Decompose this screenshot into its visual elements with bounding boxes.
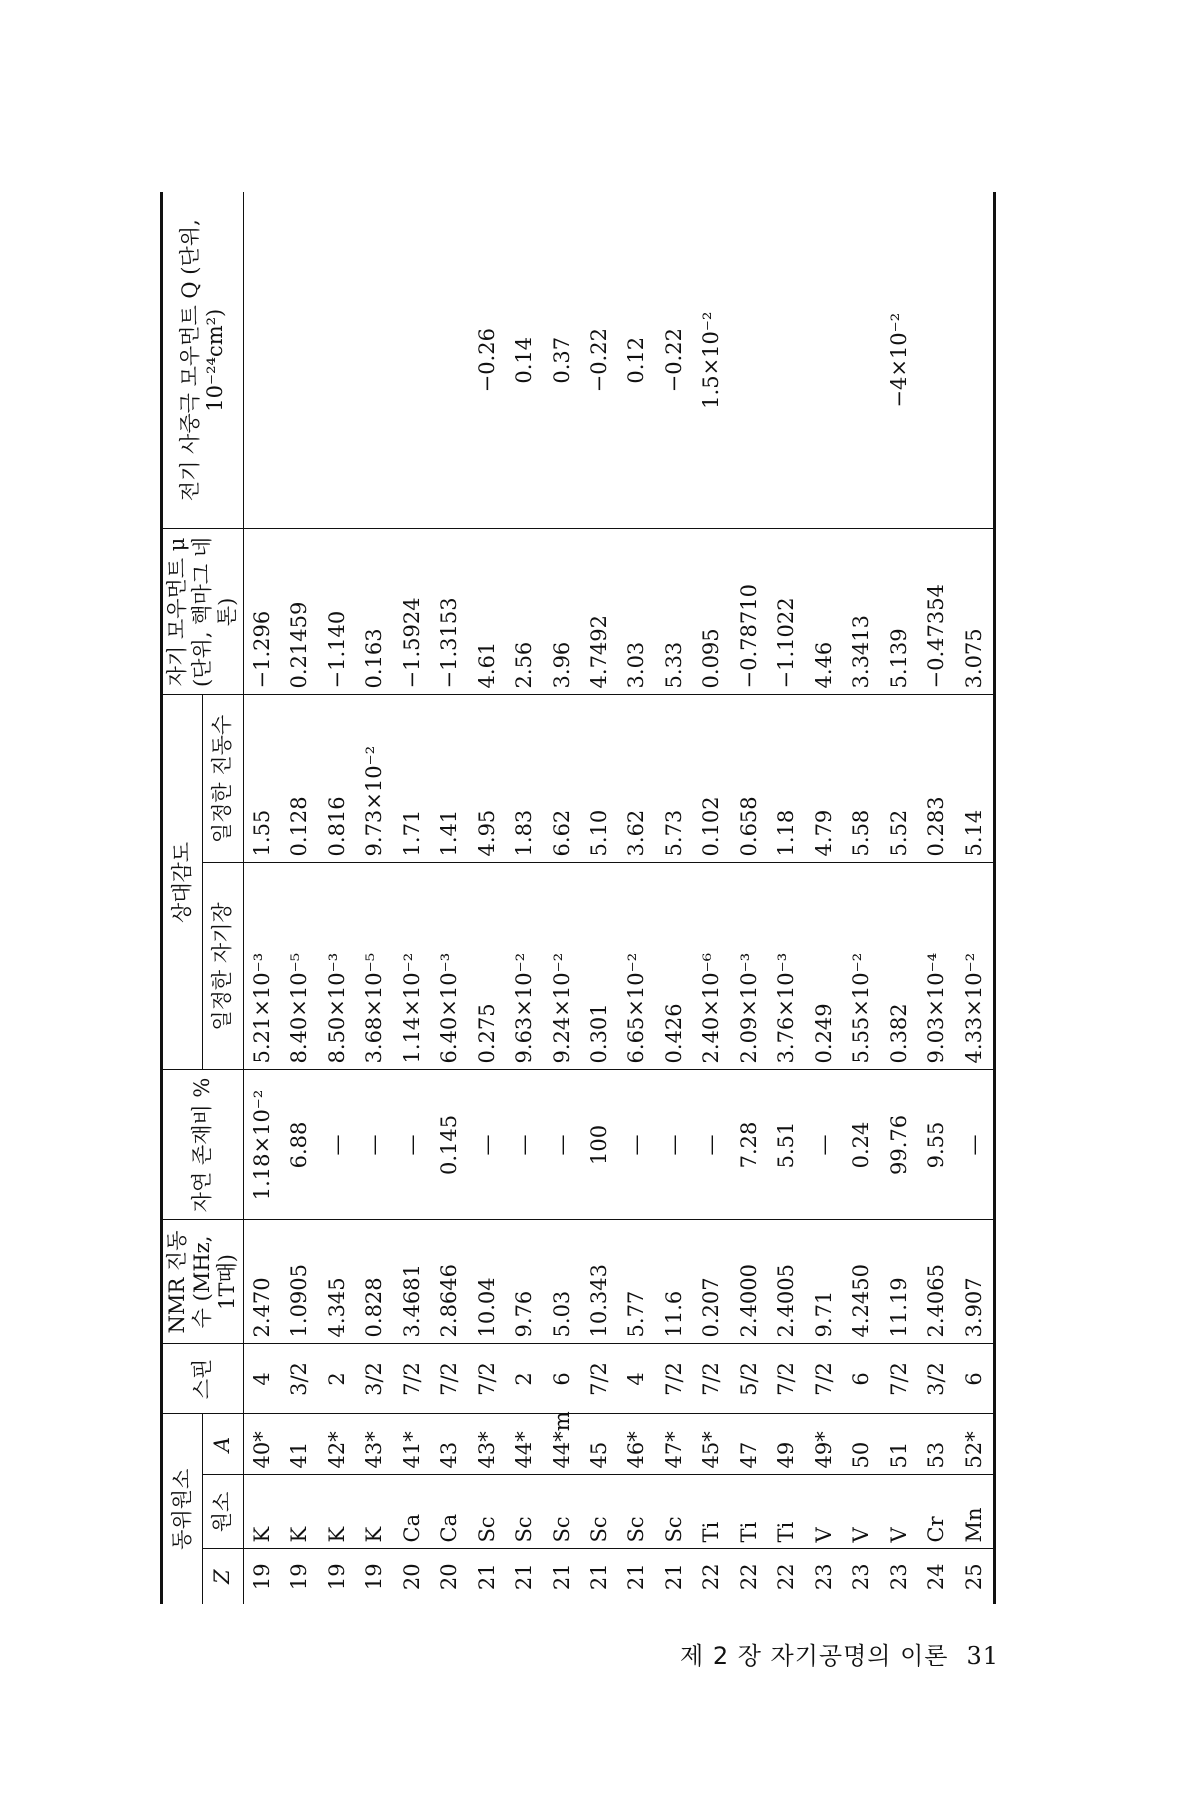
cell-element: V [805,1475,842,1549]
cell-sens-field: 2.09×10⁻³ [731,863,768,1070]
cell-quadrupole: −0.26 [474,328,499,393]
cell-magnetic-moment: 3.075 [955,529,994,695]
table-body [243,192,995,1604]
cell-sens-field: 8.50×10⁻³ [319,863,356,1070]
cell-quadrupole [281,192,318,529]
cell-sens-frequency: 0.128 [281,695,318,863]
header-constant-field: 일정한 자기장 [203,863,243,1070]
header-isotope: 동위원소 [162,1414,203,1604]
cell-element: K [319,1475,356,1549]
header-constant-frequency: 일정한 진동수 [203,695,243,863]
cell-sens-field: 0.426 [656,863,693,1070]
cell-spin: 7/2 [581,1344,618,1414]
cell-natural-abundance: 5.51 [768,1070,805,1220]
cell-z: 25 [955,1549,994,1604]
cell-z: 21 [506,1549,543,1604]
cell-a: 45 [581,1414,618,1475]
cell-a: 41* [393,1414,430,1475]
cell-magnetic-moment: −1.5924 [393,529,430,695]
cell-element: Ti [693,1475,730,1549]
cell-a: 43* [468,1414,505,1475]
cell-natural-abundance: — [319,1070,356,1220]
cell-sens-frequency: 5.73 [656,695,693,863]
cell-z: 19 [356,1549,393,1604]
header-quadrupole-moment: 전기 사중극 모우먼트 Q (단위, 10⁻²⁴cm²) [162,192,244,529]
cell-quadrupole: −0.22 [586,328,611,393]
cell-quadrupole [955,192,994,529]
table-row [319,192,356,1604]
cell-element: Mn [955,1475,994,1549]
page-number: 31 [966,1642,999,1670]
cell-sens-field: 1.14×10⁻² [393,863,430,1070]
header-z: Z [203,1549,243,1604]
table-row [656,192,693,1604]
cell-natural-abundance: — [356,1070,393,1220]
cell-sens-frequency: 6.62 [543,695,580,863]
cell-magnetic-moment: 3.3413 [843,529,880,695]
cell-a: 43 [431,1414,468,1475]
cell-magnetic-moment: 0.095 [693,529,730,695]
cell-nmr-frequency: 11.6 [656,1220,693,1344]
cell-nmr-frequency: 4.2450 [843,1220,880,1344]
table-row [431,192,468,1604]
cell-element: K [281,1475,318,1549]
cell-element: K [356,1475,393,1549]
header-element: 원소 [203,1475,243,1549]
cell-natural-abundance: — [543,1070,580,1220]
cell-z: 21 [656,1549,693,1604]
cell-nmr-frequency: 0.207 [693,1220,730,1344]
cell-a: 49 [768,1414,805,1475]
cell-sens-frequency: 5.14 [955,695,994,863]
cell-z: 24 [918,1549,955,1604]
cell-element: Ti [768,1475,805,1549]
cell-z: 21 [468,1549,505,1604]
cell-element: Ti [731,1475,768,1549]
table-row [468,192,505,1604]
cell-spin: 4 [618,1344,655,1414]
cell-magnetic-moment: 3.96 [543,529,580,695]
chapter-title: 제 2 장 자기공명의 이론 [680,1642,949,1670]
header-nmr-frequency: NMR 진동수 (MHz, 1T때) [162,1220,244,1344]
cell-spin: 5/2 [731,1344,768,1414]
cell-z: 22 [693,1549,730,1604]
cell-sens-frequency: 1.55 [243,695,281,863]
cell-nmr-frequency: 5.03 [543,1220,580,1344]
cell-magnetic-moment: 5.139 [880,529,917,695]
cell-a: 51 [880,1414,917,1475]
cell-sens-field: 0.382 [880,863,917,1070]
header-magnetic-moment: 자기 모우먼트 μ (단위, 핵마그 네톤) [162,529,244,695]
cell-z: 19 [243,1549,281,1604]
cell-quadrupole [731,192,768,529]
cell-nmr-frequency: 5.77 [618,1220,655,1344]
cell-sens-frequency: 1.83 [506,695,543,863]
cell-z: 21 [618,1549,655,1604]
cell-quadrupole: 0.14 [512,336,537,384]
cell-quadrupole [243,192,281,529]
cell-sens-field: 8.40×10⁻⁵ [281,863,318,1070]
rotated-table-area [160,192,986,1604]
cell-magnetic-moment: −1.140 [319,529,356,695]
cell-spin: 4 [243,1344,281,1414]
cell-magnetic-moment: −0.78710 [731,529,768,695]
cell-nmr-frequency: 9.71 [805,1220,842,1344]
cell-magnetic-moment: 4.61 [468,529,505,695]
cell-quadrupole [805,192,842,529]
header-a: A [203,1414,243,1475]
table-row [843,192,880,1604]
table-row [543,192,580,1604]
cell-sens-field: 9.24×10⁻² [543,863,580,1070]
cell-sens-field: 6.40×10⁻³ [431,863,468,1070]
cell-element: Ca [431,1475,468,1549]
cell-z: 22 [731,1549,768,1604]
cell-nmr-frequency: 2.4005 [768,1220,805,1344]
cell-magnetic-moment: 4.46 [805,529,842,695]
cell-nmr-frequency: 10.343 [581,1220,618,1344]
cell-spin: 7/2 [431,1344,468,1414]
table-row [356,192,393,1604]
cell-element: Sc [506,1475,543,1549]
cell-magnetic-moment: −0.47354 [918,529,955,695]
cell-element: Sc [581,1475,618,1549]
cell-sens-frequency: 0.102 [693,695,730,863]
cell-nmr-frequency: 9.76 [506,1220,543,1344]
cell-nmr-frequency: 4.345 [319,1220,356,1344]
cell-spin: 7/2 [468,1344,505,1414]
cell-sens-field: 5.21×10⁻³ [243,863,281,1070]
cell-natural-abundance: — [805,1070,842,1220]
cell-magnetic-moment: 2.56 [506,529,543,695]
cell-element: V [843,1475,880,1549]
header-natural-abundance: 자연 존재비 % [162,1070,244,1220]
table-row [506,192,543,1604]
cell-natural-abundance: — [693,1070,730,1220]
cell-natural-abundance: 6.88 [281,1070,318,1220]
cell-quadrupole: 0.12 [624,336,649,384]
cell-z: 21 [581,1549,618,1604]
cell-magnetic-moment: 4.7492 [581,529,618,695]
cell-a: 44*m [543,1414,580,1475]
cell-z: 19 [281,1549,318,1604]
cell-quadrupole [431,192,468,529]
cell-natural-abundance: 7.28 [731,1070,768,1220]
cell-a: 42* [319,1414,356,1475]
cell-magnetic-moment: −1.3153 [431,529,468,695]
table-row [768,192,805,1604]
cell-a: 50 [843,1414,880,1475]
cell-sens-field: 3.76×10⁻³ [768,863,805,1070]
cell-sens-frequency: 5.58 [843,695,880,863]
cell-sens-field: 0.249 [805,863,842,1070]
cell-z: 21 [543,1549,580,1604]
cell-spin: 3/2 [356,1344,393,1414]
cell-natural-abundance: — [618,1070,655,1220]
cell-z: 23 [843,1549,880,1604]
cell-spin: 6 [843,1344,880,1414]
cell-natural-abundance: 0.24 [843,1070,880,1220]
cell-magnetic-moment: 3.03 [618,529,655,695]
cell-natural-abundance: 99.76 [880,1070,917,1220]
cell-z: 22 [768,1549,805,1604]
cell-quadrupole: 1.5×10⁻² [699,311,724,409]
cell-element: Cr [918,1475,955,1549]
cell-sens-field: 5.55×10⁻² [843,863,880,1070]
cell-sens-frequency: 4.79 [805,695,842,863]
cell-spin: 7/2 [393,1344,430,1414]
cell-element: Sc [468,1475,505,1549]
table-row [618,192,655,1604]
cell-quadrupole: 0.37 [549,336,574,384]
cell-z: 20 [393,1549,430,1604]
cell-spin: 6 [955,1344,994,1414]
cell-sens-frequency: 9.73×10⁻² [356,695,393,863]
cell-natural-abundance: 0.145 [431,1070,468,1220]
cell-z: 23 [880,1549,917,1604]
cell-spin: 7/2 [656,1344,693,1414]
cell-spin: 6 [543,1344,580,1414]
cell-sens-frequency: 1.41 [431,695,468,863]
table-row [281,192,318,1604]
cell-sens-field: 9.03×10⁻⁴ [918,863,955,1070]
cell-quadrupole: −0.22 [661,328,686,393]
cell-nmr-frequency: 1.0905 [281,1220,318,1344]
cell-magnetic-moment: 0.21459 [281,529,318,695]
cell-a: 49* [805,1414,842,1475]
cell-element: Sc [543,1475,580,1549]
cell-quadrupole [319,192,356,529]
cell-sens-frequency: 4.95 [468,695,505,863]
cell-sens-frequency: 3.62 [618,695,655,863]
cell-natural-abundance: 100 [581,1070,618,1220]
cell-a: 41 [281,1414,318,1475]
cell-magnetic-moment: 5.33 [656,529,693,695]
cell-a: 47* [656,1414,693,1475]
table-row [918,192,955,1604]
cell-spin: 7/2 [805,1344,842,1414]
cell-natural-abundance: — [468,1070,505,1220]
cell-quadrupole [393,192,430,529]
cell-a: 43* [356,1414,393,1475]
cell-natural-abundance: 9.55 [918,1070,955,1220]
cell-sens-field: 0.275 [468,863,505,1070]
cell-nmr-frequency: 2.4065 [918,1220,955,1344]
cell-sens-field: 4.33×10⁻² [955,863,994,1070]
cell-sens-frequency: 0.283 [918,695,955,863]
cell-a: 47 [731,1414,768,1475]
cell-sens-field: 0.301 [581,863,618,1070]
cell-nmr-frequency: 3.4681 [393,1220,430,1344]
cell-quadrupole [918,192,955,529]
cell-sens-frequency: 1.18 [768,695,805,863]
cell-natural-abundance: — [506,1070,543,1220]
cell-natural-abundance: — [955,1070,994,1220]
cell-quadrupole: −4×10⁻² [886,312,911,408]
cell-a: 45* [693,1414,730,1475]
table-row [880,192,917,1604]
cell-z: 23 [805,1549,842,1604]
cell-sens-frequency: 5.52 [880,695,917,863]
cell-element: Ca [393,1475,430,1549]
table-row [393,192,430,1604]
cell-quadrupole [843,192,880,529]
cell-nmr-frequency: 0.828 [356,1220,393,1344]
cell-nmr-frequency: 2.8646 [431,1220,468,1344]
cell-z: 19 [319,1549,356,1604]
table-row [955,192,994,1604]
cell-spin: 7/2 [768,1344,805,1414]
cell-nmr-frequency: 3.907 [955,1220,994,1344]
cell-element: Sc [656,1475,693,1549]
page-footer [680,1636,999,1671]
cell-element: V [880,1475,917,1549]
cell-sens-frequency: 0.816 [319,695,356,863]
header-spin: 스핀 [162,1344,244,1414]
cell-a: 44* [506,1414,543,1475]
cell-spin: 2 [319,1344,356,1414]
cell-spin: 7/2 [693,1344,730,1414]
cell-sens-frequency: 1.71 [393,695,430,863]
cell-nmr-frequency: 2.470 [243,1220,281,1344]
table-row [243,192,281,1604]
cell-magnetic-moment: 0.163 [356,529,393,695]
cell-magnetic-moment: −1.1022 [768,529,805,695]
cell-spin: 2 [506,1344,543,1414]
cell-a: 40* [243,1414,281,1475]
cell-nmr-frequency: 11.19 [880,1220,917,1344]
cell-a: 46* [618,1414,655,1475]
cell-element: Sc [618,1475,655,1549]
cell-natural-abundance: — [393,1070,430,1220]
header-relative-sensitivity: 상대감도 [162,695,203,1070]
cell-quadrupole [356,192,393,529]
cell-sens-frequency: 5.10 [581,695,618,863]
cell-sens-frequency: 0.658 [731,695,768,863]
cell-quadrupole [768,192,805,529]
cell-nmr-frequency: 2.4000 [731,1220,768,1344]
table-row [693,192,730,1604]
table-row [581,192,618,1604]
cell-sens-field: 2.40×10⁻⁶ [693,863,730,1070]
cell-magnetic-moment: −1.296 [243,529,281,695]
cell-spin: 3/2 [918,1344,955,1414]
cell-spin: 3/2 [281,1344,318,1414]
cell-sens-field: 9.63×10⁻² [506,863,543,1070]
cell-natural-abundance: 1.18×10⁻² [243,1070,281,1220]
cell-nmr-frequency: 10.04 [468,1220,505,1344]
isotope-table [160,192,996,1604]
table-row [731,192,768,1604]
table-row [805,192,842,1604]
cell-sens-field: 3.68×10⁻⁵ [356,863,393,1070]
cell-spin: 7/2 [880,1344,917,1414]
cell-a: 53 [918,1414,955,1475]
cell-element: K [243,1475,281,1549]
cell-sens-field: 6.65×10⁻² [618,863,655,1070]
cell-natural-abundance: — [656,1070,693,1220]
cell-a: 52* [955,1414,994,1475]
cell-z: 20 [431,1549,468,1604]
